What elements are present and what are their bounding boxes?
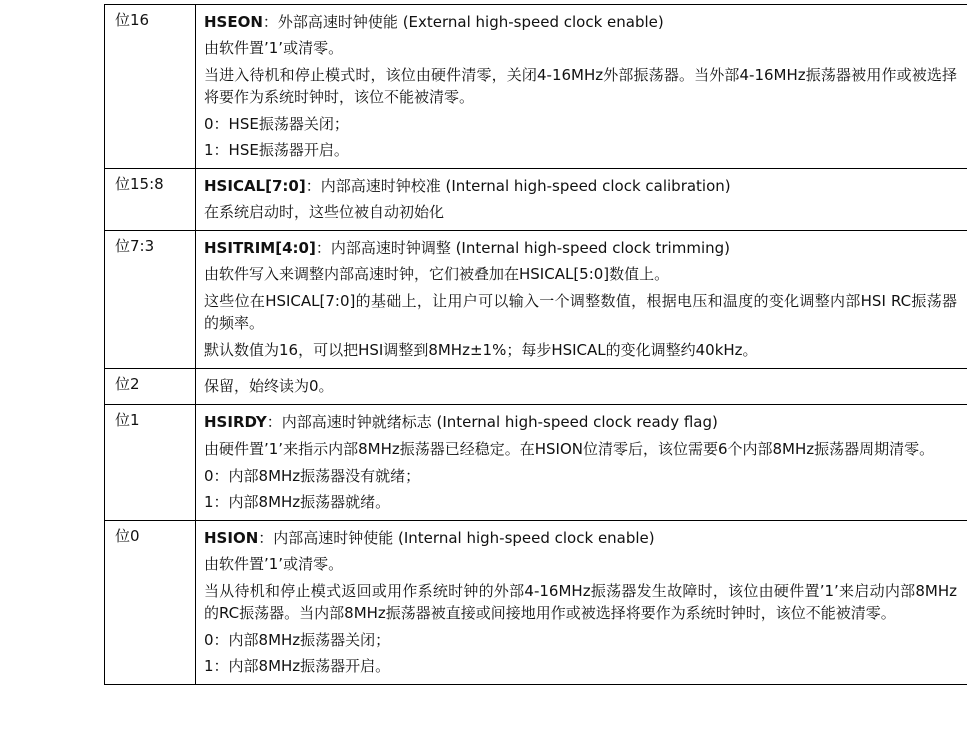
description-cell: [196, 5, 967, 168]
register-bit-table: [104, 4, 967, 685]
table-row: [104, 231, 967, 369]
description-cell: [196, 231, 967, 368]
field-title-text: ：内部高速时钟校准 (Internal high-speed clock calibration): [305, 177, 731, 195]
description-line: 由软件置’1’或清零。: [204, 39, 344, 57]
bit-cell: 位16: [104, 5, 196, 168]
description-cell: [196, 405, 967, 520]
description-line: 默认数值为16，可以把HSI调整到8MHz±1%；每步HSICAL的变化调整约40kHz。: [204, 341, 758, 359]
bit-cell: 位1: [104, 405, 196, 520]
description-line: 1：HSE振荡器开启。: [204, 141, 349, 159]
description-cell: [196, 521, 967, 684]
description-line: 当从待机和停止模式返回或用作系统时钟的外部4-16MHz振荡器发生故障时，该位由硬件置’1’来启动内部8MHz的RC振荡器。当内部8MHz振荡器被直接或间接地用作或被选择将要作为系统时钟时，该位不能被清零。: [204, 582, 957, 622]
field-title-text: ：外部高速时钟使能 (External high-speed clock enable): [262, 13, 664, 31]
field-title: [204, 525, 957, 551]
field-title: [204, 409, 957, 435]
field-title-text: ：内部高速时钟使能 (Internal high-speed clock enable): [258, 529, 655, 547]
description-line: 这些位在HSICAL[7:0]的基础上，让用户可以输入一个调整数值，根据电压和温度的变化调整内部HSI RC振荡器的频率。: [204, 292, 957, 332]
description-line: 当进入待机和停止模式时，该位由硬件清零，关闭4-16MHz外部振荡器。当外部4-16MHz振荡器被用作或被选择将要作为系统时钟时，该位不能被清零。: [204, 66, 957, 106]
field-name: HSEON: [204, 13, 263, 31]
bit-cell: 位7:3: [104, 231, 196, 368]
field-title-text: ：内部高速时钟调整 (Internal high-speed clock trimming): [315, 239, 730, 257]
field-title: [204, 373, 957, 399]
field-title: [204, 235, 957, 261]
table-row: [104, 405, 967, 521]
field-name: HSITRIM[4:0]: [204, 239, 316, 257]
description-line: 在系统启动时，这些位被自动初始化: [204, 203, 445, 221]
description-line: 0：内部8MHz振荡器关闭；: [204, 631, 391, 649]
table-row: [104, 369, 967, 405]
description-cell: [196, 369, 967, 404]
field-title: [204, 9, 957, 35]
description-cell: [196, 169, 967, 230]
field-name: HSION: [204, 529, 259, 547]
field-title: [204, 173, 957, 199]
bit-cell: 位15:8: [104, 169, 196, 230]
description-line: 1：内部8MHz振荡器就绪。: [204, 493, 391, 511]
field-name: HSICAL[7:0]: [204, 177, 306, 195]
description-line: 0：内部8MHz振荡器没有就绪；: [204, 467, 421, 485]
description-line: 0：HSE振荡器关闭；: [204, 115, 349, 133]
description-line: 1：内部8MHz振荡器开启。: [204, 657, 391, 675]
field-title-text: 保留，始终读为0。: [204, 377, 334, 395]
description-line: 由软件置’1’或清零。: [204, 555, 344, 573]
table-row: [104, 5, 967, 169]
table-row: [104, 169, 967, 231]
bit-cell: 位0: [104, 521, 196, 684]
description-line: 由软件写入来调整内部高速时钟，它们被叠加在HSICAL[5:0]数值上。: [204, 265, 670, 283]
bit-cell: 位2: [104, 369, 196, 404]
field-title-text: ：内部高速时钟就绪标志 (Internal high-speed clock ready flag): [266, 413, 718, 431]
description-line: 由硬件置’1’来指示内部8MHz振荡器已经稳定。在HSION位清零后，该位需要6个内部8MHz振荡器周期清零。: [204, 440, 935, 458]
table-row: [104, 521, 967, 685]
field-name: HSIRDY: [204, 413, 267, 431]
